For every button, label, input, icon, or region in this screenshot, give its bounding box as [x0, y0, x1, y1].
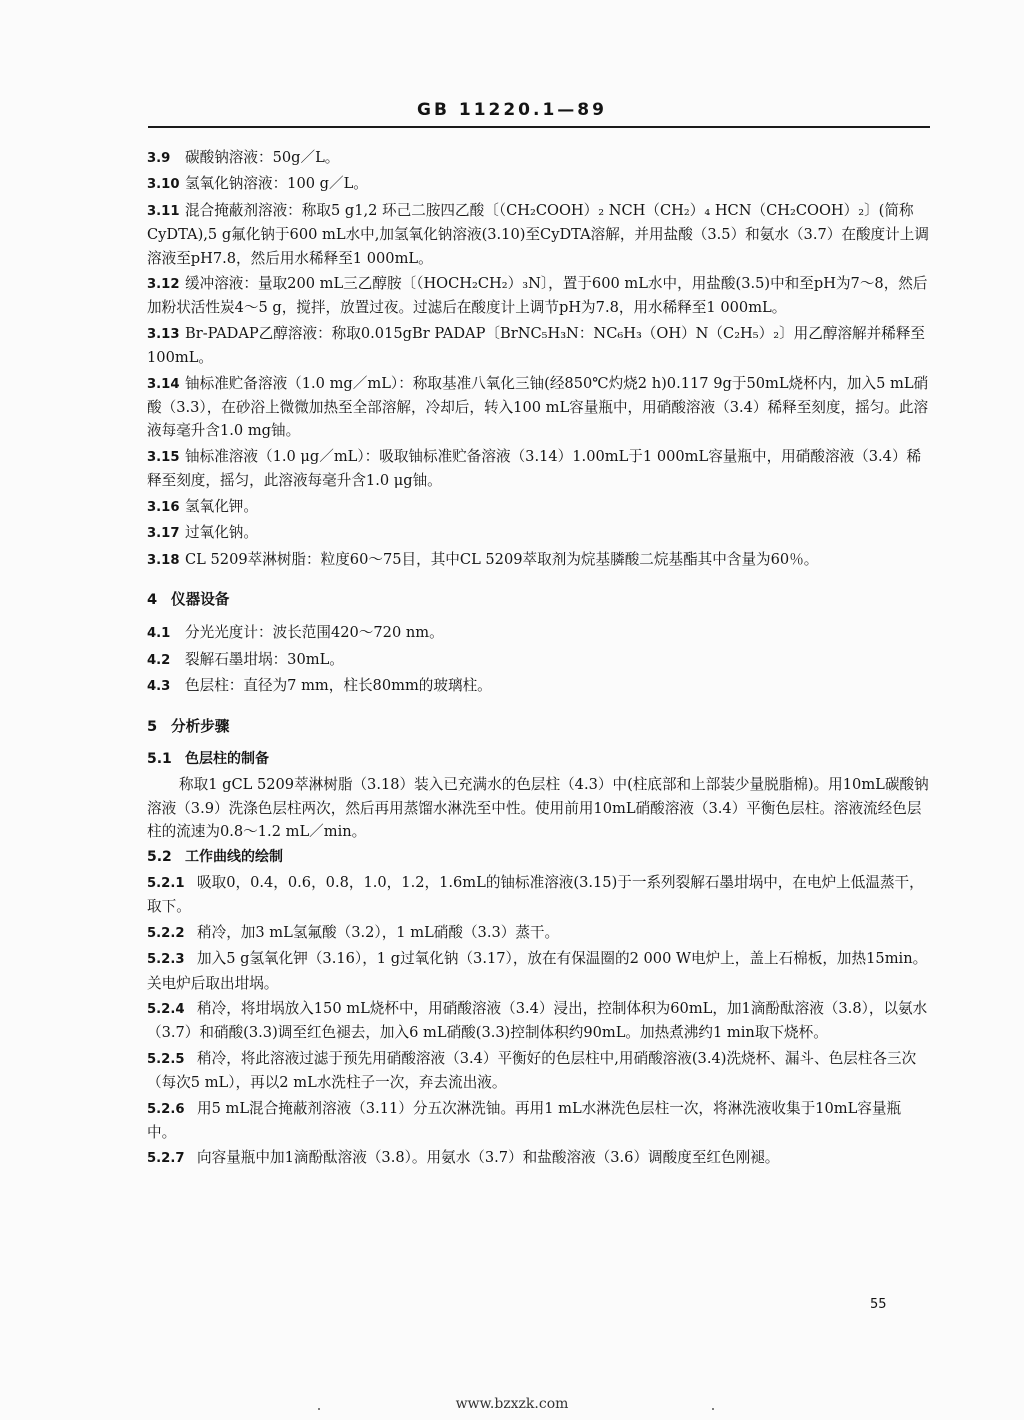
document-body [147, 146, 930, 1173]
section-title: 分析步骤 [171, 717, 230, 735]
step-number: 5.2.2 [147, 925, 185, 941]
step-number: 5.2.1 [147, 875, 185, 891]
item-number: 3.17 [147, 526, 180, 542]
item-text: 铀标准贮备溶液（1.0 mg／mL）：称取基准八氧化三铀(经850℃灼烧2 h)0.117 9g于50mL烧杯内，加入5 mL硝酸（3.3），在砂浴上微微加热至全部溶解，冷却后，转入100 mL容量瓶中，用硝酸溶液（3.4）稀释至刻度，摇匀。此溶液每毫升含1.0 mg铀。 [147, 374, 929, 440]
item-number: 4.1 [147, 626, 171, 642]
step-item [147, 1097, 930, 1147]
step-text: 吸取0，0.4，0.6，0.8，1.0，1.2，1.6mL的铀标准溶液(3.15)于一系列裂解石墨坩埚中，在电炉上低温蒸干，取下。 [147, 873, 924, 916]
reagent-item [147, 548, 930, 574]
item-number: 3.12 [147, 277, 180, 293]
section-number: 4 [147, 590, 158, 608]
reagent-item [147, 495, 930, 521]
header-rule [148, 126, 930, 128]
section-title: 仪器设备 [171, 590, 230, 608]
standard-code-header: GB 11220.1—89 [417, 100, 607, 120]
item-number: 3.10 [147, 177, 180, 193]
reagent-item [147, 445, 930, 495]
reagent-item [147, 199, 930, 272]
section-number: 5 [147, 717, 158, 735]
step-text: 稍冷，加3 mL氢氟酸（3.2），1 mL硝酸（3.3）蒸干。 [197, 923, 560, 941]
item-number: 3.13 [147, 326, 180, 342]
reagent-item [147, 322, 930, 372]
equipment-item [147, 674, 930, 700]
reagent-item [147, 172, 930, 198]
step-text: 加入5 g氢氧化钾（3.16），1 g过氧化钠（3.17），放在有保温圈的2 000 W电炉上，盖上石棉板，加热15min。关电炉后取出坩埚。 [147, 950, 928, 992]
website-watermark: www.bzxzk.com [455, 1396, 569, 1412]
section-heading [147, 715, 930, 738]
paragraph: 称取1 gCL 5209萃淋树脂（3.18）装入已充满水的色层柱（4.3）中(柱底部和上部装少量脱脂棉)。用10mL碳酸钠溶液（3.9）洗涤色层柱两次，然后再用蒸馏水淋洗至中性。使用前用10mL硝酸溶液（3.4）平衡色层柱。溶液流经色层柱的流速为0.8～1.2 mL／min。 [147, 776, 929, 841]
item-text: 混合掩蔽剂溶液：称取5 g1,2 环己二胺四乙酸〔（CH₂COOH）₂ NCH（CH₂）₄ HCN（CH₂COOH）₂〕(简称CyDTA),5 g氟化钠于600 mL水中,加氢氧化钠溶液(3.10)至CyDTA溶解，并用盐酸（3.5）和氨水（3.7）在酸度计上调溶液至pH7.8，然后用水稀释至1 000mL。 [147, 201, 929, 267]
item-number: 3.15 [147, 449, 180, 465]
item-number: 4.2 [147, 652, 171, 668]
item-number: 3.9 [147, 151, 171, 166]
reagent-item [147, 272, 930, 322]
item-text: 裂解石墨坩埚：30mL。 [185, 650, 344, 668]
item-text: 碳酸钠溶液：50g／L。 [185, 149, 340, 166]
item-text: 缓冲溶液：量取200 mL三乙醇胺〔（HOCH₂CH₂）₃N〕，置于600 mL水中，用盐酸(3.5)中和至pH为7～8，然后加粉状活性炭4～5 g，搅拌，放置过夜。过滤后在酸度计上调节pH为7.8，用水稀释至1 000mL。 [147, 275, 928, 317]
step-item [147, 1047, 930, 1097]
step-item [147, 921, 930, 947]
step-text: 稍冷，将坩埚放入150 mL烧杯中，用硝酸溶液（3.4）浸出，控制体积为60mL，加1滴酚酞溶液（3.8），以氨水（3.7）和硝酸(3.3)调至红色褪去，加入6 mL硝酸(3.3)控制体积约90mL。加热煮沸约1 min取下烧杯。 [147, 1000, 928, 1042]
item-number: 3.16 [147, 499, 180, 515]
scan-speck [318, 1408, 320, 1410]
step-number: 5.2.6 [147, 1101, 185, 1117]
step-item [147, 997, 930, 1047]
step-text: 向容量瓶中加1滴酚酞溶液（3.8）。用氨水（3.7）和盐酸溶液（3.6）调酸度至红色刚褪。 [197, 1149, 780, 1167]
page-number: 55 [870, 1297, 887, 1312]
item-text: 氢氧化钾。 [185, 497, 258, 515]
subsection-title: 色层柱的制备 [185, 750, 269, 767]
subsection-number: 5.2 [147, 848, 172, 865]
item-text: Br-PADAP乙醇溶液：称取0.015gBr PADAP〔BrNC₅H₃N：NC₆H₃（OH）N（C₂H₅）₂〕用乙醇溶解并稀释至100mL。 [147, 324, 926, 367]
step-item [147, 947, 930, 997]
item-text: 铀标准溶液（1.0 μg／mL）：吸取铀标准贮备溶液（3.14）1.00mL于1 000mL容量瓶中，用硝酸溶液（3.4）稀释至刻度，摇匀，此溶液每毫升含1.0 μg铀。 [147, 447, 922, 490]
reagent-item [147, 521, 930, 547]
item-text: 分光光度计：波长范围420～720 nm。 [185, 624, 444, 642]
item-number: 3.14 [147, 376, 180, 392]
step-item [147, 871, 930, 921]
item-text: 色层柱：直径为7 mm，柱长80mm的玻璃柱。 [185, 677, 492, 695]
step-number: 5.2.4 [147, 1002, 185, 1017]
step-number: 5.2.5 [147, 1051, 185, 1067]
item-number: 4.3 [147, 679, 171, 695]
item-number: 3.18 [147, 552, 180, 568]
reagent-item [147, 372, 930, 445]
item-number: 3.11 [147, 203, 180, 219]
reagent-item [147, 146, 930, 172]
step-item [147, 1146, 930, 1172]
subsection-number: 5.1 [147, 750, 172, 767]
step-number: 5.2.3 [147, 952, 185, 968]
equipment-item [147, 648, 930, 674]
step-text: 用5 mL混合掩蔽剂溶液（3.11）分五次淋洗铀。再用1 mL水淋洗色层柱一次，将淋洗液收集于10mL容量瓶中。 [147, 1099, 902, 1142]
equipment-item [147, 621, 930, 647]
step-text: 稍冷，将此溶液过滤于预先用硝酸溶液（3.4）平衡好的色层柱中,用硝酸溶液(3.4)洗烧杯、漏斗、色层柱各三次（每次5 mL），再以2 mL水洗柱子一次，弃去流出液。 [147, 1049, 917, 1092]
item-text: 氢氧化钠溶液：100 g／L。 [185, 175, 368, 193]
subsection-title: 工作曲线的绘制 [185, 848, 283, 865]
subsection-heading [147, 846, 930, 869]
item-text: CL 5209萃淋树脂：粒度60～75目，其中CL 5209萃取剂为烷基膦酸二烷基酯其中含量为60％。 [185, 550, 819, 568]
step-number: 5.2.7 [147, 1151, 185, 1167]
scan-speck [712, 1408, 714, 1410]
item-text: 过氧化钠。 [185, 524, 258, 542]
subsection-heading [147, 748, 930, 771]
section-heading [147, 588, 930, 611]
